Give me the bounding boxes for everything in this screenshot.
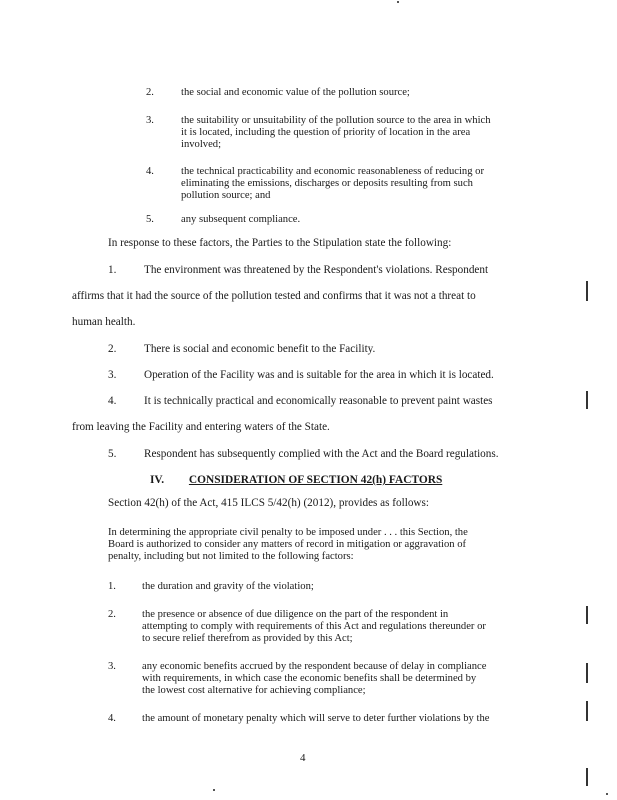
list-item-number: 4. — [146, 166, 154, 177]
revision-bar — [586, 606, 588, 624]
list-item-text: the lowest cost alternative for achieving compliance; — [142, 685, 366, 696]
list-item-text: the suitability or unsuitability of the pollution source to the area in which — [181, 115, 491, 126]
list-item-number: 3. — [146, 115, 154, 126]
revision-bar — [586, 281, 588, 301]
response-text: Respondent has subsequently complied with the Act and the Board regulations. — [144, 448, 499, 460]
list-item-text: any economic benefits accrued by the respondent because of delay in compliance — [142, 661, 487, 672]
list-item-text: with requirements, in which case the economic benefits shall be determined by — [142, 673, 477, 684]
list-item-number: 4. — [108, 713, 116, 724]
scan-speck — [213, 789, 215, 791]
response-number: 4. — [108, 395, 117, 407]
list-item-text: it is located, including the question of priority of location in the area — [181, 127, 471, 138]
response-number: 1. — [108, 264, 117, 276]
revision-bar — [586, 701, 588, 721]
response-text: from leaving the Facility and entering waters of the State. — [72, 421, 330, 433]
list-item-text: to secure relief therefrom as provided by this Act; — [142, 633, 353, 644]
list-item-number: 2. — [108, 609, 116, 620]
revision-bar — [586, 663, 588, 683]
list-item-number: 3. — [108, 661, 116, 672]
response-text: affirms that it had the source of the pollution tested and confirms that it was not a threat to — [72, 290, 476, 302]
list-item-text: the social and economic value of the pollution source; — [181, 87, 410, 98]
response-text: Operation of the Facility was and is suitable for the area in which it is located. — [144, 369, 494, 381]
response-intro: In response to these factors, the Parties to the Stipulation state the following: — [108, 237, 452, 249]
response-text: It is technically practical and economically reasonable to prevent paint wastes — [144, 395, 493, 407]
scan-speck — [606, 793, 608, 795]
quote-line: In determining the appropriate civil penalty to be imposed under . . . this Section, the — [108, 527, 468, 538]
section-heading — [150, 474, 442, 486]
quote-line: penalty, including but not limited to the following factors: — [108, 551, 354, 562]
list-item-text: attempting to comply with requirements of this Act and regulations thereunder or — [142, 621, 486, 632]
list-item-number: 2. — [146, 87, 154, 98]
list-item-number: 5. — [146, 214, 154, 225]
response-number: 5. — [108, 448, 117, 460]
response-text: There is social and economic benefit to the Facility. — [144, 343, 376, 355]
revision-bar — [586, 391, 588, 409]
list-item-text: eliminating the emissions, discharges or deposits resulting from such — [181, 178, 473, 189]
revision-bar — [586, 768, 588, 786]
section-intro: Section 42(h) of the Act, 415 ILCS 5/42(h) (2012), provides as follows: — [108, 497, 429, 509]
quote-line: Board is authorized to consider any matters of record in mitigation or aggravation of — [108, 539, 467, 550]
section-title: CONSIDERATION OF SECTION 42(h) FACTORS — [188, 474, 443, 486]
list-item-text: any subsequent compliance. — [181, 214, 301, 225]
response-text: human health. — [72, 316, 136, 328]
list-item-text: pollution source; and — [181, 190, 271, 201]
scan-speck — [397, 1, 399, 3]
response-number: 3. — [108, 369, 117, 381]
list-item-text: the technical practicability and economic reasonableness of reducing or — [181, 166, 484, 177]
list-item-number: 1. — [108, 581, 116, 592]
section-numeral: IV. — [150, 474, 165, 486]
response-number: 2. — [108, 343, 117, 355]
response-text: The environment was threatened by the Respondent's violations. Respondent — [144, 264, 489, 276]
list-item-text: the amount of monetary penalty which will serve to deter further violations by the — [142, 713, 490, 724]
page-number: 4 — [300, 752, 306, 764]
list-item-text: involved; — [181, 139, 222, 150]
list-item-text: the duration and gravity of the violation; — [142, 581, 314, 592]
list-item-text: the presence or absence of due diligence on the part of the respondent in — [142, 609, 449, 620]
